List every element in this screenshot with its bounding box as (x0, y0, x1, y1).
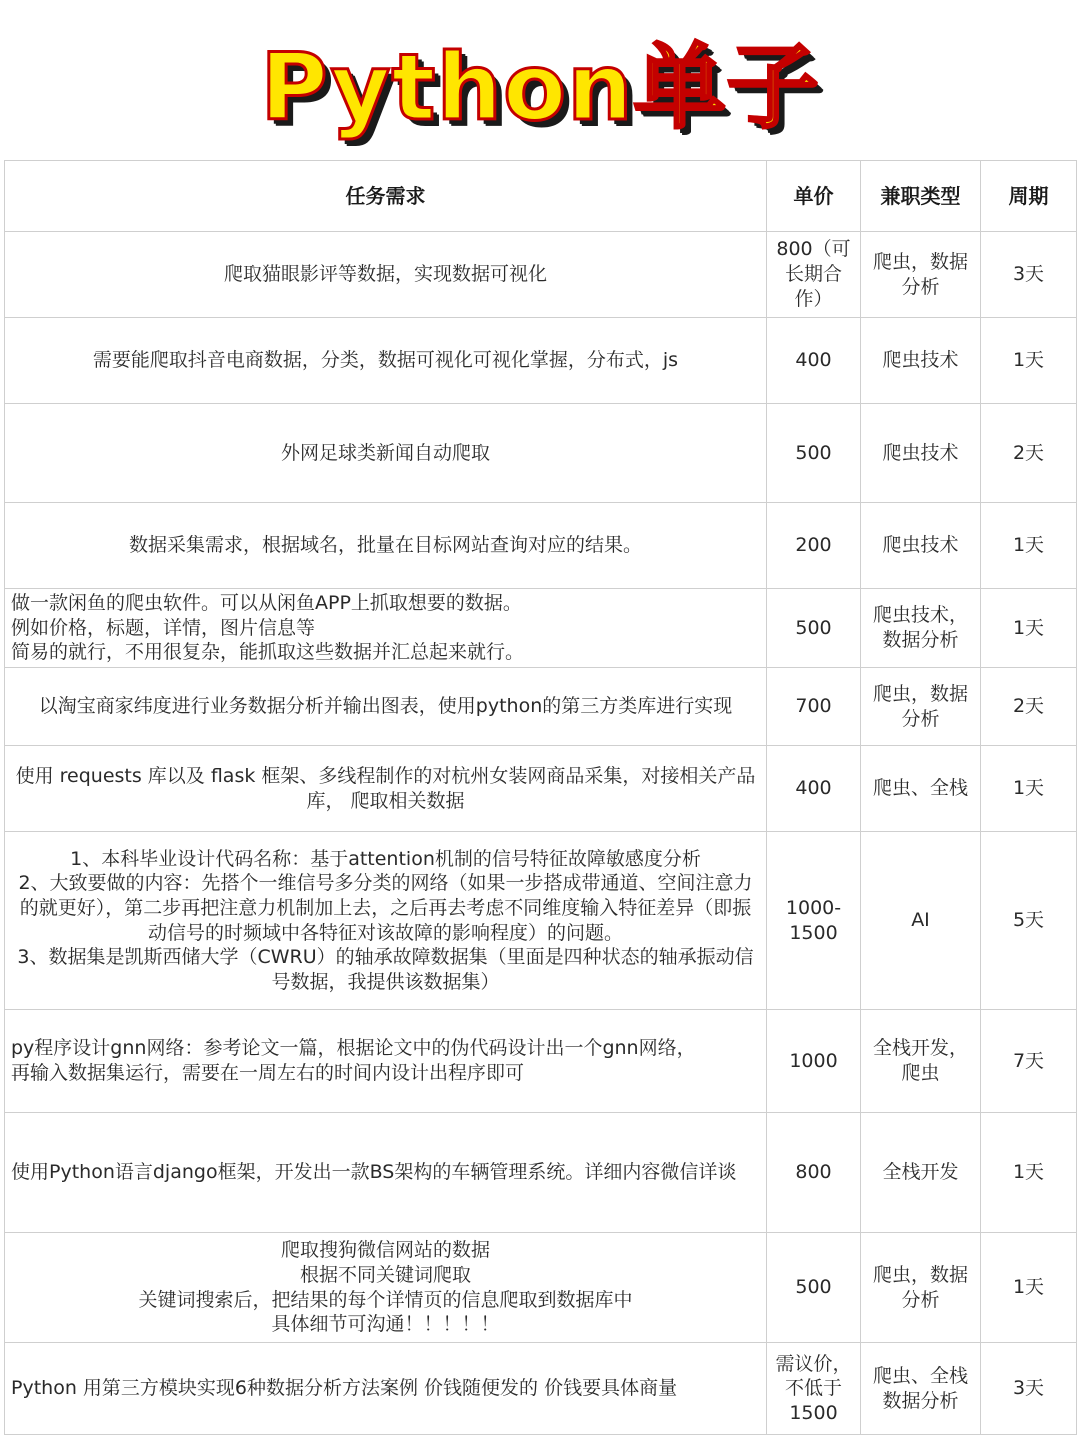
table-row (5, 746, 1077, 832)
task-line: 使用Python语言django框架，开发出一款BS架构的车辆管理系统。详细内容微信详谈 (11, 1161, 737, 1184)
type-cell: 爬虫技术 (861, 404, 981, 503)
task-line: py程序设计gnn网络：参考论文一篇，根据论文中的伪代码设计出一个gnn网络， (11, 1037, 696, 1060)
task-cell (5, 1010, 767, 1113)
task-line: 简易的就行，不用很复杂，能抓取这些数据并汇总起来就行。 (11, 641, 525, 664)
period-cell: 1天 (981, 589, 1077, 668)
period-cell: 2天 (981, 404, 1077, 503)
task-line: 3、数据集是凯斯西储大学（CWRU）的轴承故障数据集（里面是四种状态的轴承振动信号数据，我提供该数据集） (17, 946, 754, 993)
price-cell: 200 (767, 503, 861, 589)
task-line: 数据采集需求，根据域名，批量在目标网站查询对应的结果。 (128, 534, 642, 557)
period-cell: 7天 (981, 1010, 1077, 1113)
type-cell: 爬虫、全栈 (861, 746, 981, 832)
price-cell: 500 (767, 404, 861, 503)
type-cell: 全栈开发，爬虫 (861, 1010, 981, 1113)
type-cell: AI (861, 832, 981, 1010)
table-row (5, 832, 1077, 1010)
price-cell: 400 (767, 746, 861, 832)
period-cell: 1天 (981, 746, 1077, 832)
header-type: 兼职类型 (861, 161, 981, 232)
task-line: 再输入数据集运行，需要在一周左右的时间内设计出程序即可 (11, 1062, 525, 1085)
period-cell: 3天 (981, 232, 1077, 318)
table-row (5, 1010, 1077, 1113)
header-task: 任务需求 (5, 161, 767, 232)
task-cell (5, 746, 767, 832)
type-cell: 爬虫，数据分析 (861, 1233, 981, 1343)
type-cell: 爬虫技术 (861, 318, 981, 404)
period-cell: 1天 (981, 1113, 1077, 1233)
type-cell: 爬虫，数据分析 (861, 232, 981, 318)
table-row (5, 404, 1077, 503)
price-cell: 1000-1500 (767, 832, 861, 1010)
task-line: 爬取猫眼影评等数据，实现数据可视化 (223, 263, 547, 286)
price-cell: 500 (767, 1233, 861, 1343)
type-cell: 爬虫技术 (861, 503, 981, 589)
type-cell: 爬虫，数据分析 (861, 668, 981, 746)
task-line: 2、大致要做的内容：先搭个一维信号多分类的网络（如果一步搭成带通道、空间注意力的就更好），第二步再把注意力机制加上去，之后再去考虑不同维度输入特征差异（即振动信号的时频域中各特征对该故障的影响程度）的问题。 (18, 872, 753, 944)
period-cell: 5天 (981, 832, 1077, 1010)
task-cell (5, 1113, 767, 1233)
price-cell: 1000 (767, 1010, 861, 1113)
task-line: 做一款闲鱼的爬虫软件。可以从闲鱼APP上抓取想要的数据。 (11, 592, 522, 614)
task-cell (5, 503, 767, 589)
title-banner (0, 0, 1080, 160)
task-line: 根据不同关键词爬取 (299, 1263, 471, 1286)
price-cell: 400 (767, 318, 861, 404)
type-cell: 爬虫、全栈数据分析 (861, 1343, 981, 1435)
task-line: 关键词搜索后，把结果的每个详情页的信息爬取到数据库中 (138, 1288, 633, 1311)
task-line: 需要能爬取抖音电商数据，分类，数据可视化可视化掌握，分布式，js (92, 349, 679, 372)
table-row (5, 589, 1077, 668)
price-cell: 800 (767, 1113, 861, 1233)
task-cell (5, 1343, 767, 1435)
header-period: 周期 (981, 161, 1077, 232)
price-cell: 800（可长期合作） (767, 232, 861, 318)
table-header-row (5, 161, 1077, 232)
period-cell: 1天 (981, 1233, 1077, 1343)
page-title: Python单子 (260, 34, 820, 141)
task-line: 以淘宝商家纬度进行业务数据分析并输出图表，使用python的第三方类库进行实现 (38, 695, 733, 718)
table-row (5, 668, 1077, 746)
table-row (5, 1113, 1077, 1233)
task-cell (5, 318, 767, 404)
task-line: 1、本科毕业设计代码名称：基于attention机制的信号特征故障敏感度分析 (70, 847, 701, 870)
type-cell: 全栈开发 (861, 1113, 981, 1233)
table-row (5, 503, 1077, 589)
price-cell: 需议价，不低于1500 (767, 1343, 861, 1435)
task-cell (5, 1233, 767, 1343)
period-cell: 2天 (981, 668, 1077, 746)
task-line: Python 用第三方模块实现6种数据分析方法案例 价钱随便发的 价钱要具体商量 (11, 1377, 678, 1400)
table-row (5, 1343, 1077, 1435)
task-line: 使用 requests 库以及 flask 框架、多线程制作的对杭州女装网商品采集，对接相关产品库， 爬取相关数据 (15, 764, 756, 812)
task-cell (5, 404, 767, 503)
task-cell (5, 232, 767, 318)
header-price: 单价 (767, 161, 861, 232)
period-cell: 1天 (981, 503, 1077, 589)
task-line: 例如价格，标题，详情，图片信息等 (11, 616, 316, 639)
task-cell (5, 589, 767, 668)
task-cell (5, 832, 767, 1010)
period-cell: 1天 (981, 318, 1077, 404)
price-cell: 700 (767, 668, 861, 746)
price-cell: 500 (767, 589, 861, 668)
task-cell (5, 668, 767, 746)
task-line: 爬取搜狗微信网站的数据 (280, 1239, 490, 1262)
period-cell: 3天 (981, 1343, 1077, 1435)
type-cell: 爬虫技术，数据分析 (861, 589, 981, 668)
table-row (5, 232, 1077, 318)
table-row (5, 1233, 1077, 1343)
orders-table (4, 160, 1077, 1435)
task-line: 外网足球类新闻自动爬取 (280, 441, 490, 464)
table-row (5, 318, 1077, 404)
task-line: 具体细节可沟通！！！！！ (271, 1313, 500, 1336)
